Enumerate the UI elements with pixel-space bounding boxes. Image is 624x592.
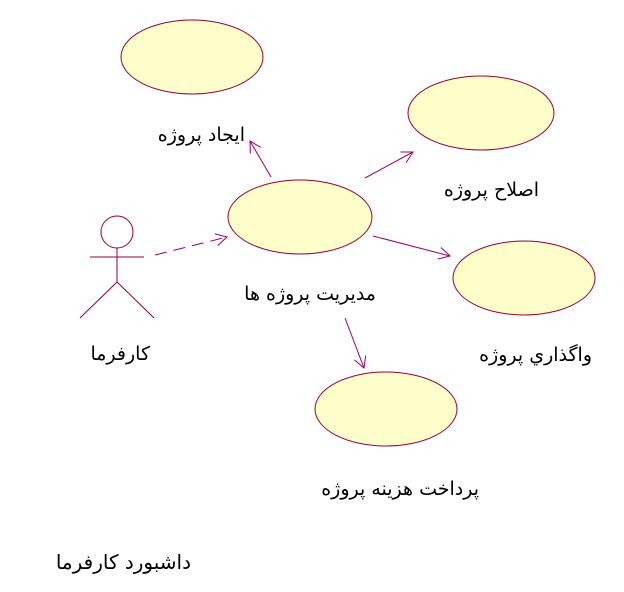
arrow-manage-to-assign: [373, 236, 450, 256]
use-case-edit-project: [408, 76, 554, 150]
actor-head: [101, 216, 133, 248]
arrow-manage-to-create: [250, 141, 271, 177]
arrow-actor-to-manage: [155, 237, 227, 255]
use-case-label-payment: پرداخت هزينه پروژه: [321, 478, 479, 500]
diagram-title: داشبورد کارفرما: [55, 550, 191, 574]
actor-stick-figure: [80, 216, 154, 318]
actor-label: کارفرما: [90, 343, 150, 365]
use-case-manage-projects: [228, 180, 372, 254]
arrow-manage-to-payment: [345, 318, 364, 368]
use-case-pay-project-cost: [315, 372, 457, 446]
use-case-create-project: [121, 20, 263, 94]
arrow-manage-to-edit: [365, 152, 413, 178]
use-case-assign-project: [453, 241, 595, 315]
actor-right-leg: [117, 282, 154, 318]
actor-left-leg: [80, 282, 117, 318]
use-case-label-create: ايجاد پروژه: [157, 124, 245, 146]
use-case-label-manage: مديريت پروژه ها: [244, 283, 376, 305]
use-case-label-edit: اصلاح پروژه: [443, 179, 539, 201]
use-case-label-assign: واگذاري پروژه: [479, 344, 592, 366]
